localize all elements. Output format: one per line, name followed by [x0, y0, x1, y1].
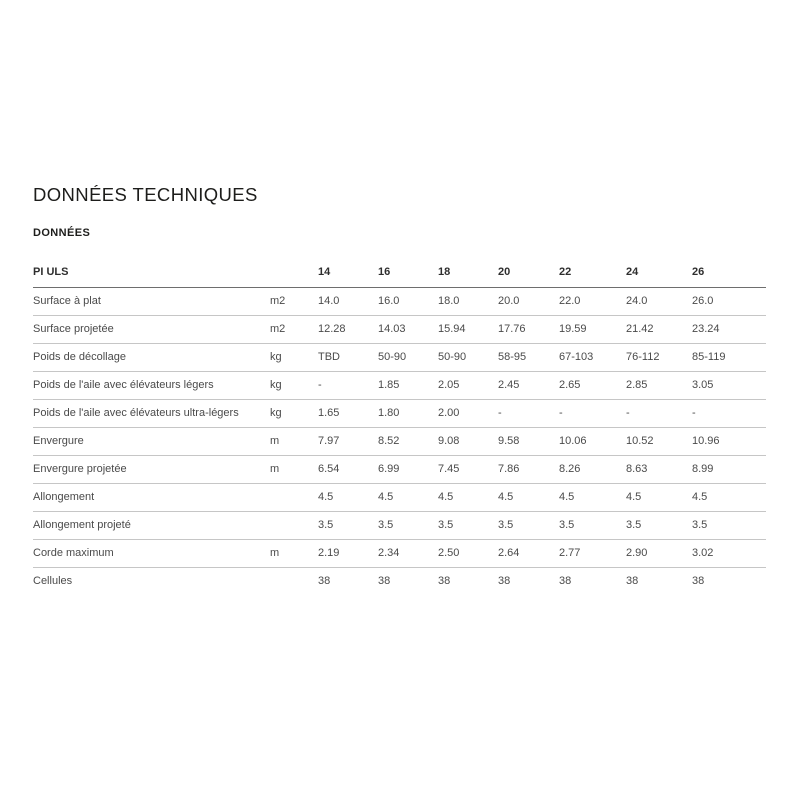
row-value: 50-90: [378, 343, 438, 371]
table-header-row: [33, 259, 766, 287]
row-value: 76-112: [626, 343, 692, 371]
row-value: 14.03: [378, 315, 438, 343]
row-value: 2.77: [559, 539, 626, 567]
row-value: 3.5: [318, 511, 378, 539]
row-unit: [270, 567, 318, 595]
row-value: 50-90: [438, 343, 498, 371]
row-unit: kg: [270, 343, 318, 371]
row-unit: kg: [270, 399, 318, 427]
row-value: 20.0: [498, 287, 559, 315]
row-label: Poids de l'aile avec élévateurs légers: [33, 371, 270, 399]
row-value: 2.00: [438, 399, 498, 427]
product-name: PI ULS: [33, 259, 270, 287]
section-label: DONNÉES: [33, 227, 91, 239]
row-value: 24.0: [626, 287, 692, 315]
row-value: 7.45: [438, 455, 498, 483]
row-label: Surface à plat: [33, 287, 270, 315]
row-value: 2.05: [438, 371, 498, 399]
row-value: 10.06: [559, 427, 626, 455]
row-value: 58-95: [498, 343, 559, 371]
table-row: [33, 483, 766, 511]
row-label: Envergure projetée: [33, 455, 270, 483]
row-value: 10.96: [692, 427, 766, 455]
row-value: -: [498, 399, 559, 427]
row-unit: m: [270, 539, 318, 567]
size-column-header: 24: [626, 259, 692, 287]
table-row: [33, 511, 766, 539]
row-unit: kg: [270, 371, 318, 399]
row-value: 9.08: [438, 427, 498, 455]
row-unit: [270, 483, 318, 511]
row-label: Poids de l'aile avec élévateurs ultra-légers: [33, 399, 270, 427]
row-value: 38: [498, 574, 511, 587]
row-unit: m: [270, 427, 318, 455]
row-value: -: [692, 399, 766, 427]
tech-data-table: [33, 259, 766, 595]
row-value: 9.58: [498, 427, 559, 455]
row-value: 38: [318, 574, 331, 587]
row-value: 67-103: [559, 343, 626, 371]
row-value: -: [559, 399, 626, 427]
table-row: [33, 427, 766, 455]
table-row: [33, 455, 766, 483]
row-value: 1.85: [378, 371, 438, 399]
table-row: [33, 539, 766, 567]
row-value: 4.5: [378, 483, 438, 511]
table-row: [33, 343, 766, 371]
row-value: 38: [559, 574, 572, 587]
row-value: 4.5: [626, 483, 692, 511]
row-value: 6.54: [318, 455, 378, 483]
row-value: 16.0: [378, 287, 438, 315]
size-column-header: 22: [559, 259, 626, 287]
row-value: 10.52: [626, 427, 692, 455]
row-value: 4.5: [438, 483, 498, 511]
row-unit: [270, 511, 318, 539]
row-unit: m: [270, 455, 318, 483]
row-value: 85-119: [692, 343, 766, 371]
size-column-header: 18: [438, 259, 498, 287]
row-value: 4.5: [559, 483, 626, 511]
row-value: 38: [692, 574, 705, 587]
row-label: Surface projetée: [33, 315, 270, 343]
row-value: 8.63: [626, 455, 692, 483]
row-value: 3.5: [438, 511, 498, 539]
table-row: [33, 315, 766, 343]
size-column-header: 20: [498, 259, 559, 287]
row-value: 3.5: [626, 511, 692, 539]
row-value: 3.5: [378, 511, 438, 539]
row-value: 8.26: [559, 455, 626, 483]
row-value: 2.65: [559, 371, 626, 399]
row-unit: m2: [270, 287, 318, 315]
row-value: 4.5: [318, 483, 378, 511]
size-column-header: 16: [378, 259, 438, 287]
row-value: 22.0: [559, 287, 626, 315]
row-label: Allongement: [33, 483, 270, 511]
table-row: [33, 287, 766, 315]
row-value: 2.19: [318, 539, 378, 567]
row-value: 3.5: [559, 511, 626, 539]
row-value: 4.5: [692, 483, 766, 511]
row-value: 26.0: [692, 287, 766, 315]
row-label: Poids de décollage: [33, 343, 270, 371]
row-value: 1.80: [378, 399, 438, 427]
row-value: 2.85: [626, 371, 692, 399]
row-value: 2.50: [438, 539, 498, 567]
row-value: 21.42: [626, 315, 692, 343]
row-value: 15.94: [438, 315, 498, 343]
table-row: [33, 371, 766, 399]
row-value: 1.65: [318, 399, 378, 427]
row-value: 12.28: [318, 315, 378, 343]
row-value: 38: [626, 574, 639, 587]
row-value: 8.99: [692, 455, 766, 483]
row-value: 2.34: [378, 539, 438, 567]
tech-data-section: [33, 184, 766, 595]
row-value: 19.59: [559, 315, 626, 343]
row-value: 6.99: [378, 455, 438, 483]
table-row: [33, 567, 766, 595]
row-value: -: [318, 371, 378, 399]
row-value: 3.5: [692, 511, 766, 539]
row-value: 38: [438, 574, 451, 587]
page-title: DONNÉES TECHNIQUES: [33, 184, 258, 205]
row-value: 38: [378, 574, 391, 587]
row-value: TBD: [318, 343, 378, 371]
row-value: 7.86: [498, 455, 559, 483]
size-column-header: 14: [318, 259, 378, 287]
table-row: [33, 399, 766, 427]
row-value: 2.45: [498, 371, 559, 399]
row-value: 3.02: [692, 539, 766, 567]
unit-column-header: [270, 259, 318, 287]
row-value: 14.0: [318, 287, 378, 315]
row-value: 2.64: [498, 539, 559, 567]
row-value: 23.24: [692, 315, 766, 343]
row-unit: m2: [270, 315, 318, 343]
row-value: 7.97: [318, 427, 378, 455]
row-label: Allongement projeté: [33, 511, 270, 539]
row-label: Cellules: [33, 574, 73, 587]
row-value: 4.5: [498, 483, 559, 511]
row-value: 2.90: [626, 539, 692, 567]
row-value: 3.05: [692, 371, 766, 399]
row-label: Envergure: [33, 427, 270, 455]
row-value: 17.76: [498, 315, 559, 343]
row-label: Corde maximum: [33, 539, 270, 567]
row-value: 18.0: [438, 287, 498, 315]
row-value: 3.5: [498, 511, 559, 539]
size-column-header: 26: [692, 259, 766, 287]
row-value: 8.52: [378, 427, 438, 455]
table-body: [33, 287, 766, 595]
row-value: -: [626, 399, 692, 427]
